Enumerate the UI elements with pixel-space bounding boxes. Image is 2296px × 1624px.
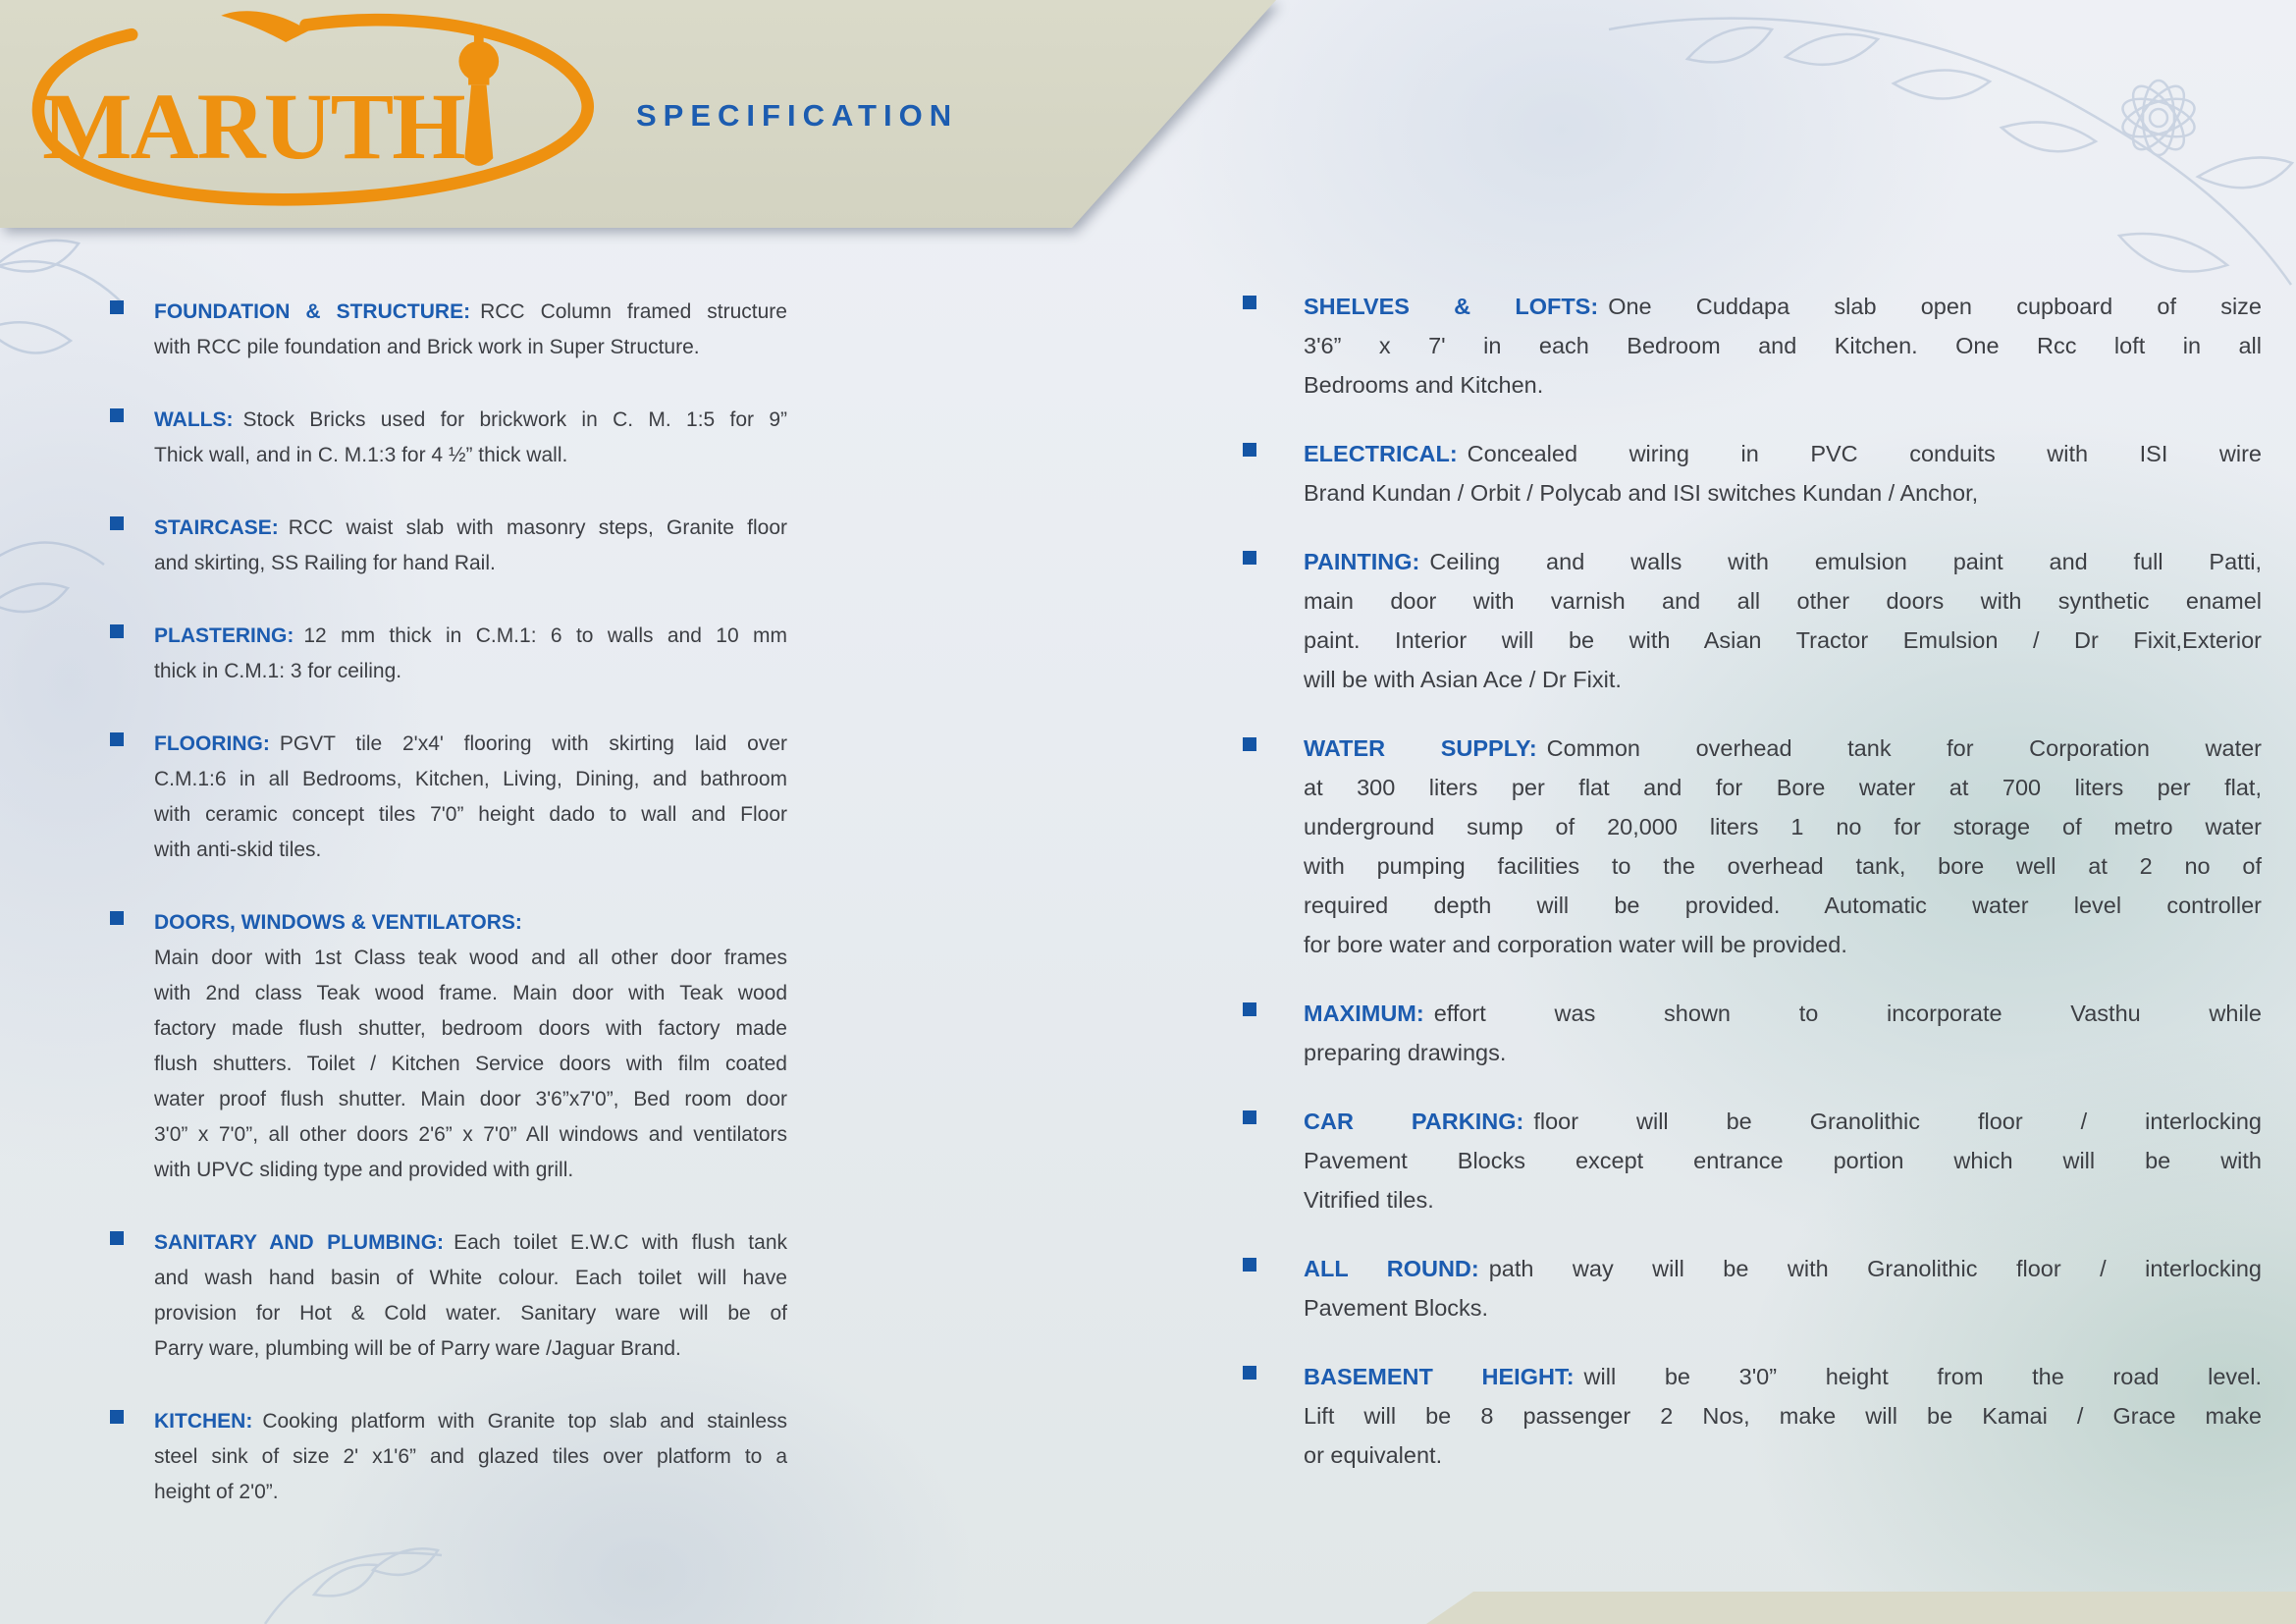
spec-item-doors-windows-ventilators — [110, 905, 787, 1188]
spec-body — [1304, 1396, 2262, 1475]
spec-label: SHELVES & LOFTS: — [1304, 294, 1599, 319]
spec-body-line: Vitrified tiles. — [1304, 1187, 1434, 1213]
spec-body — [1304, 1141, 2262, 1219]
spec-body-line: with UPVC sliding type and provided with grill. — [154, 1159, 574, 1181]
spec-item-car-parking — [1243, 1102, 2262, 1219]
spec-body-line: will be with Asian Ace / Dr Fixit. — [1304, 667, 1622, 692]
spec-body — [1304, 1288, 2262, 1327]
spec-body — [154, 1261, 787, 1367]
spec-item-electrical — [1243, 434, 2262, 513]
spec-first-line — [154, 1404, 787, 1439]
spec-first-line — [1304, 542, 2262, 581]
bullet-square-icon — [110, 732, 124, 746]
spec-item-kitchen — [110, 1404, 787, 1510]
spec-first-line — [154, 403, 787, 438]
spec-label: FLOORING: — [154, 732, 270, 755]
spec-body — [1304, 326, 2262, 405]
spec-item-sanitary-plumbing — [110, 1225, 787, 1367]
bullet-square-icon — [110, 408, 124, 422]
spec-body-line: Bedrooms and Kitchen. — [1304, 372, 1544, 398]
spec-text-run: path way will be with Granolithic floor / interlocking — [1488, 1256, 2262, 1281]
spec-first-line — [154, 511, 787, 546]
spec-text-run: Concealed wiring in PVC conduits with ISI wire — [1467, 441, 2262, 466]
spec-body — [154, 438, 787, 473]
spec-body-line: with anti-skid tiles. — [154, 839, 322, 861]
spec-column-right — [1243, 287, 2262, 1504]
spec-body-line: main door with varnish and all other doors with synthetic enamel — [1304, 588, 2262, 614]
spec-body-line: Pavement Blocks. — [1304, 1295, 1489, 1321]
spec-body-line: steel sink of size 2' x1'6” and glazed tiles over platform to a — [154, 1445, 787, 1468]
spec-first-line — [154, 727, 787, 762]
spec-first-line — [1304, 434, 2262, 473]
bullet-square-icon — [1243, 443, 1256, 457]
spec-first-line — [154, 295, 787, 330]
spec-label: WALLS: — [154, 408, 234, 431]
spec-first-line — [154, 1225, 787, 1261]
spec-first-line — [1304, 994, 2262, 1033]
logo-wordmark: MARUTH — [42, 74, 464, 180]
bullet-square-icon — [110, 516, 124, 530]
spec-label: PAINTING: — [1304, 549, 1420, 574]
spec-label: MAXIMUM: — [1304, 1001, 1424, 1026]
spec-label: ELECTRICAL: — [1304, 441, 1458, 466]
spec-body-line: and skirting, SS Railing for hand Rail. — [154, 552, 496, 574]
spec-body — [1304, 1033, 2262, 1072]
spec-item-walls — [110, 403, 787, 473]
logo-flame-icon — [221, 11, 308, 42]
bullet-square-icon — [110, 1231, 124, 1245]
spec-item-all-round — [1243, 1249, 2262, 1327]
spec-body — [154, 546, 787, 581]
bullet-square-icon — [1243, 1258, 1256, 1272]
floral-decoration-top-right — [1530, 0, 2296, 314]
bullet-square-icon — [1243, 1110, 1256, 1124]
bullet-square-icon — [110, 911, 124, 925]
spec-first-line — [1304, 1357, 2262, 1396]
spec-first-line — [1304, 729, 2262, 768]
spec-body — [154, 762, 787, 868]
spec-text-run: will be 3'0” height from the road level. — [1583, 1364, 2262, 1389]
gada-mace-icon — [458, 25, 499, 166]
spec-first-line — [154, 905, 787, 941]
spec-item-plastering — [110, 619, 787, 689]
spec-item-basement-height — [1243, 1357, 2262, 1475]
spec-body — [154, 654, 787, 689]
spec-body — [154, 1439, 787, 1510]
spec-body — [1304, 768, 2262, 964]
bullet-square-icon — [1243, 1002, 1256, 1016]
spec-label: SANITARY AND PLUMBING: — [154, 1231, 445, 1254]
spec-body-line: for bore water and corporation water will be provided. — [1304, 932, 1847, 957]
spec-body-line: flush shutters. Toilet / Kitchen Service doors with film coated — [154, 1053, 787, 1075]
bullet-square-icon — [110, 300, 124, 314]
spec-body-line: Brand Kundan / Orbit / Polycab and ISI switches Kundan / Anchor, — [1304, 480, 1979, 506]
spec-body-line: Pavement Blocks except entrance portion which will be with — [1304, 1148, 2262, 1173]
spec-label: DOORS, WINDOWS & VENTILATORS: — [154, 911, 522, 934]
spec-body-line: and wash hand basin of White colour. Each toilet will have — [154, 1267, 787, 1289]
spec-text-run: floor will be Granolithic floor / interlocking — [1533, 1109, 2262, 1134]
spec-body-line: with RCC pile foundation and Brick work in Super Structure. — [154, 336, 700, 358]
bullet-square-icon — [110, 624, 124, 638]
bullet-square-icon — [110, 1410, 124, 1424]
spec-body-line: height of 2'0”. — [154, 1481, 279, 1503]
spec-body-line: required depth will be provided. Automatic water level controller — [1304, 893, 2262, 918]
spec-first-line — [1304, 287, 2262, 326]
bullet-square-icon — [1243, 1366, 1256, 1380]
page-title: SPECIFICATION — [636, 98, 959, 133]
spec-body — [1304, 473, 2262, 513]
spec-body-line: thick in C.M.1: 3 for ceiling. — [154, 660, 402, 682]
spec-text-run: RCC waist slab with masonry steps, Granite floor — [288, 516, 787, 539]
spec-body-line: factory made flush shutter, bedroom doors with factory made — [154, 1017, 787, 1040]
spec-body-line: at 300 liters per flat and for Bore water at 700 liters per flat, — [1304, 775, 2262, 800]
spec-label: WATER SUPPLY: — [1304, 735, 1537, 761]
spec-label: CAR PARKING: — [1304, 1109, 1524, 1134]
spec-body-line: or equivalent. — [1304, 1442, 1443, 1468]
spec-text-run: One Cuddapa slab open cupboard of size — [1608, 294, 2262, 319]
spec-body-line: Main door with 1st Class teak wood and all other door frames — [154, 947, 787, 969]
spec-body-line: preparing drawings. — [1304, 1040, 1507, 1065]
spec-item-flooring — [110, 727, 787, 868]
spec-body-line: with 2nd class Teak wood frame. Main door with Teak wood — [154, 982, 787, 1004]
bullet-square-icon — [1243, 296, 1256, 309]
spec-text-run: PGVT tile 2'x4' flooring with skirting laid over — [279, 732, 787, 755]
spec-body — [154, 330, 787, 365]
spec-label: PLASTERING: — [154, 624, 294, 647]
spec-body-line: provision for Hot & Cold water. Sanitary ware will be of — [154, 1302, 787, 1325]
spec-column-left — [110, 295, 787, 1547]
spec-text-run: Cooking platform with Granite top slab and stainless — [262, 1410, 787, 1433]
maruthi-logo — [16, 8, 624, 227]
spec-item-staircase — [110, 511, 787, 581]
spec-body-line: Thick wall, and in C. M.1:3 for 4 ½” thick wall. — [154, 444, 568, 466]
bullet-square-icon — [1243, 737, 1256, 751]
spec-item-foundation-structure — [110, 295, 787, 365]
spec-text-run: 12 mm thick in C.M.1: 6 to walls and 10 mm — [303, 624, 787, 647]
spec-body-line: Parry ware, plumbing will be of Parry ware /Jaguar Brand. — [154, 1337, 681, 1360]
spec-text-run: Common overhead tank for Corporation water — [1546, 735, 2262, 761]
spec-first-line — [154, 619, 787, 654]
spec-body-line: with ceramic concept tiles 7'0” height dado to wall and Floor — [154, 803, 787, 826]
spec-label: STAIRCASE: — [154, 516, 279, 539]
spec-label: ALL ROUND: — [1304, 1256, 1479, 1281]
spec-item-water-supply — [1243, 729, 2262, 964]
spec-body-line: Lift will be 8 passenger 2 Nos, make will be Kamai / Grace make — [1304, 1403, 2262, 1429]
spec-body-line: 3'6” x 7' in each Bedroom and Kitchen. One Rcc loft in all — [1304, 333, 2262, 358]
spec-body-line: with pumping facilities to the overhead tank, bore well at 2 no of — [1304, 853, 2262, 879]
spec-body-line: water proof flush shutter. Main door 3'6”x7'0”, Bed room door — [154, 1088, 787, 1110]
spec-text-run: effort was shown to incorporate Vasthu while — [1433, 1001, 2262, 1026]
spec-item-maximum — [1243, 994, 2262, 1072]
spec-first-line — [1304, 1102, 2262, 1141]
spec-body-line: paint. Interior will be with Asian Tractor Emulsion / Dr Fixit,Exterior — [1304, 627, 2262, 653]
spec-text-run: Ceiling and walls with emulsion paint and full Patti, — [1429, 549, 2262, 574]
spec-text-run: RCC Column framed structure — [480, 300, 787, 323]
spec-first-line — [1304, 1249, 2262, 1288]
spec-body — [154, 941, 787, 1188]
spec-item-shelves-lofts — [1243, 287, 2262, 405]
spec-label: FOUNDATION & STRUCTURE: — [154, 300, 471, 323]
spec-label: BASEMENT HEIGHT: — [1304, 1364, 1575, 1389]
spec-body — [1304, 581, 2262, 699]
spec-body-line: C.M.1:6 in all Bedrooms, Kitchen, Living, Dining, and bathroom — [154, 768, 787, 790]
footer-band — [1426, 1592, 2296, 1624]
spec-item-painting — [1243, 542, 2262, 699]
spec-label: KITCHEN: — [154, 1410, 253, 1433]
spec-body-line: underground sump of 20,000 liters 1 no for storage of metro water — [1304, 814, 2262, 839]
bullet-square-icon — [1243, 551, 1256, 565]
spec-text-run: Stock Bricks used for brickwork in C. M. 1:5 for 9” — [242, 408, 787, 431]
spec-body-line: 3'0” x 7'0”, all other doors 2'6” x 7'0” All windows and ventilators — [154, 1123, 787, 1146]
spec-text-run: Each toilet E.W.C with flush tank — [454, 1231, 788, 1254]
